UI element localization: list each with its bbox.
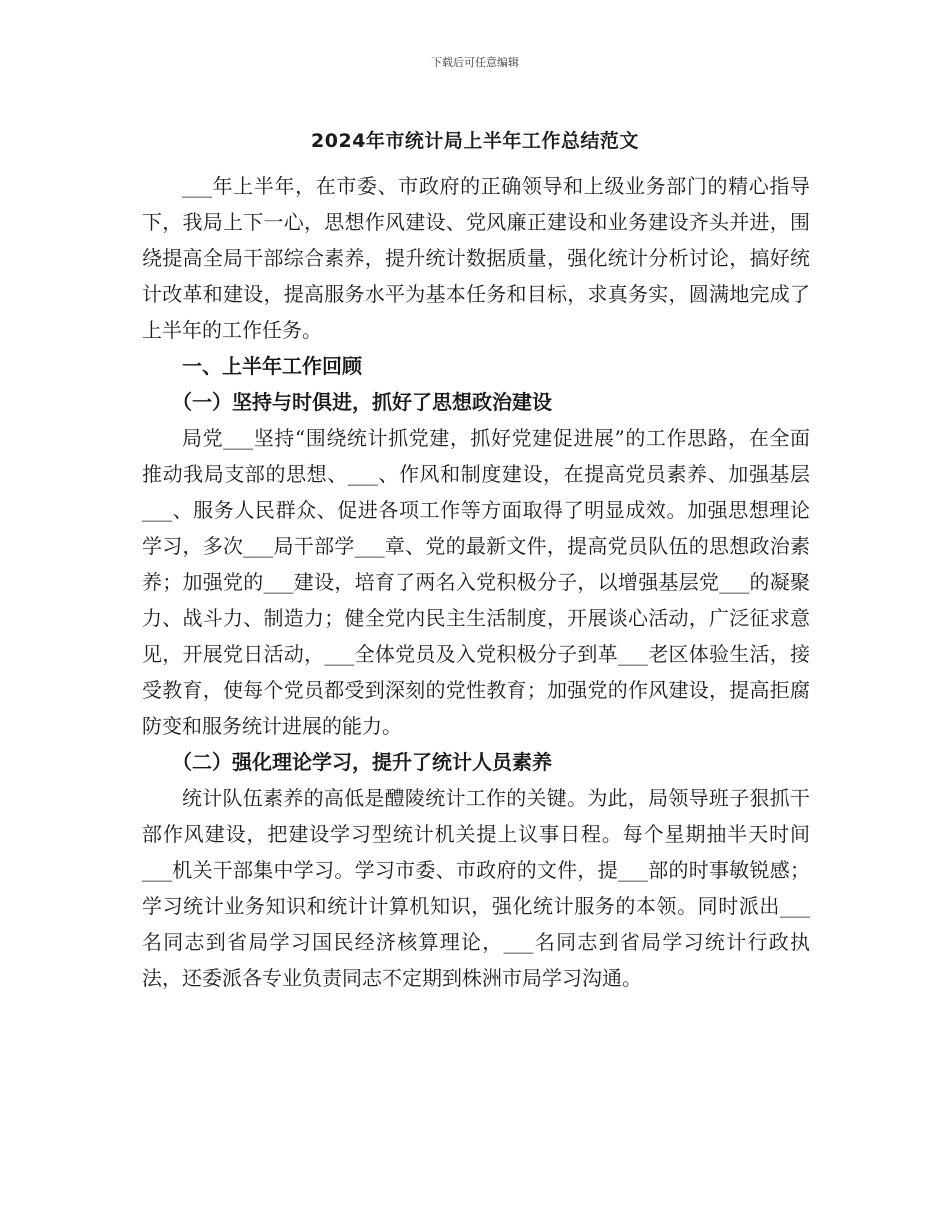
subsection-heading: （二）强化理论学习，提升了统计人员素养 — [172, 750, 552, 774]
subsection-heading: （一）坚持与时俱进，抓好了思想政治建设 — [172, 390, 552, 414]
subsection-paragraph: 局党___坚持“围绕统计抓党建，抓好党建促进展”的工作思路，在全面推动我局支部的思想、___、作风和制度建设，在提高党员素养、加强基层___、服务人民群众、促进各项工作等方面取得了明显成效。加强思想理论学习，多次___局干部学___章、党的最新文件，提高党员队伍的思想政治素养；加强党的___建设，培育了两名入党积极分子，以增强基层党___的凝聚力、战斗力、制造力；健全党内民主生活制度，开展谈心活动，广泛征求意见，开展党日活动，___全体党员及入党积极分子到革___老区体验生活，接受教育，使每个党员都受到深刻的党性教育；加强党的作风建设，提高拒腐防变和服务统计进展的能力。 — [142, 426, 810, 738]
document-title: 2024年市统计局上半年工作总结范文 — [311, 130, 639, 152]
page-header-note: 下载后可任意编辑 — [431, 56, 519, 69]
subsection-paragraph: 统计队伍素养的高低是醴陵统计工作的关键。为此，局领导班子狠抓干部作风建设，把建设学习型统计机关提上议事日程。每个星期抽半天时间___机关干部集中学习。学习市委、市政府的文件，提___部的时事敏锐感；学习统计业务知识和统计计算机知识，强化统计服务的本领。同时派出___名同志到省局学习国民经济核算理论，___名同志到省局学习统计行政执法，还委派各专业负责同志不定期到株洲市局学习沟通。 — [142, 786, 810, 990]
intro-paragraph: ___年上半年，在市委、市政府的正确领导和上级业务部门的精心指导下，我局上下一心，思想作风建设、党风廉正建设和业务建设齐头并进，围绕提高全局干部综合素养，提升统计数据质量，强化统计分析讨论，搞好统计改革和建设，提高服务水平为基本任务和目标，求真务实，圆满地完成了上半年的工作任务。 — [142, 174, 810, 342]
section-heading: 一、上半年工作回顾 — [182, 354, 362, 378]
document-body — [142, 168, 810, 996]
